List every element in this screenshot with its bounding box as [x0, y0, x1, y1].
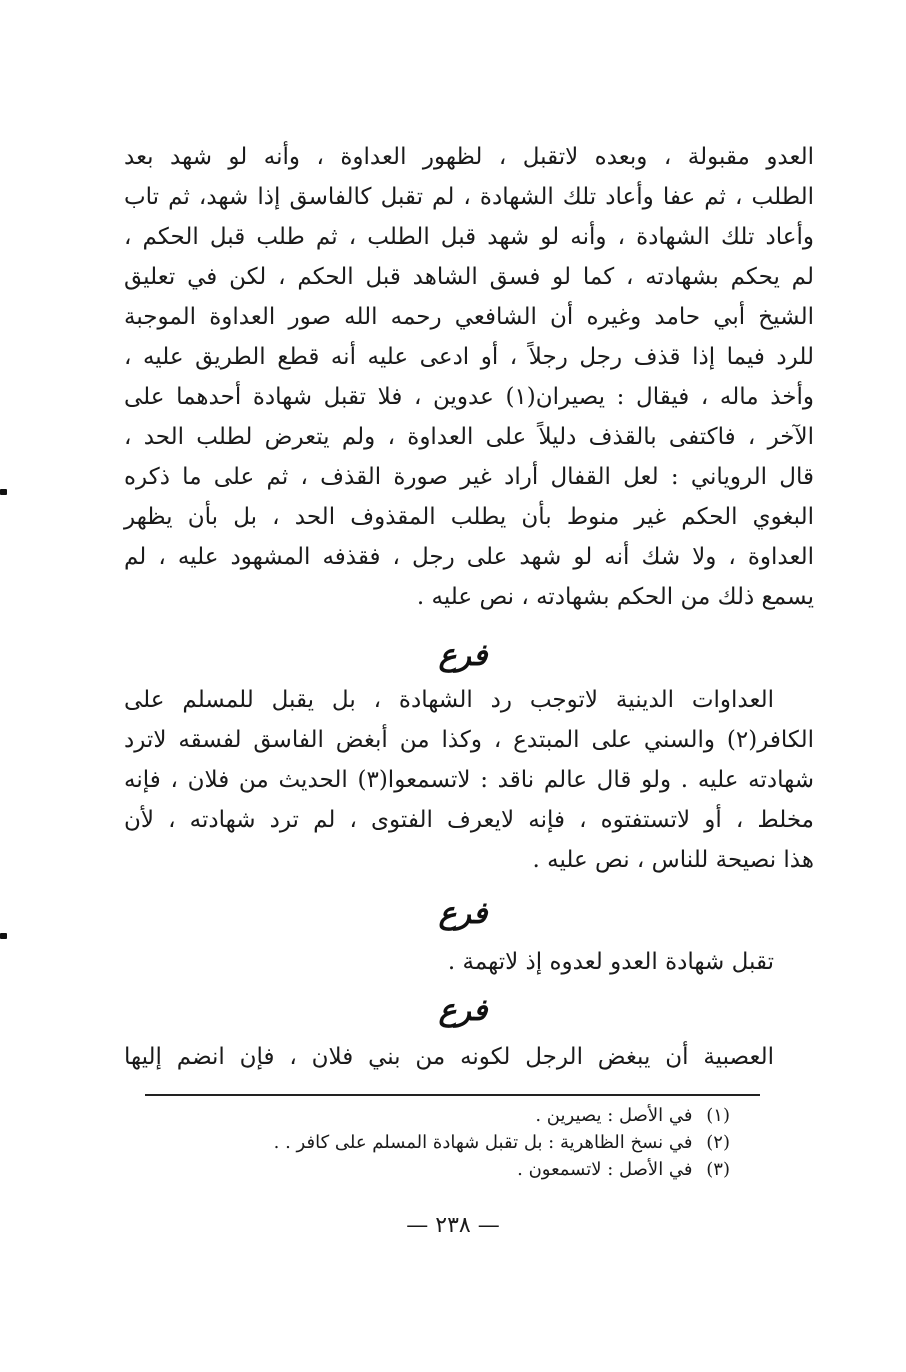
footnote-text: في الأصل : لاتسمعون . — [517, 1159, 693, 1180]
text-line: العصبية أن يبغض الرجل لكونه من بني فلان ، فإن انضم إليها — [124, 1044, 774, 1070]
footnote-number: (٢) — [706, 1132, 730, 1153]
text-line: وأخذ ماله ، فيقال : يصيران(١) عدوين ، فلا تقبل شهادة أحدهما على — [124, 384, 814, 410]
footnote-number: (١) — [706, 1105, 730, 1126]
binding-mark — [0, 489, 7, 495]
text-line: الطلب ، ثم عفا وأعاد تلك الشهادة ، لم تقبل كالفاسق إذا شهد، ثم تاب — [124, 184, 814, 210]
text-line: العداوات الدينية لاتوجب رد الشهادة ، بل يقبل للمسلم على — [124, 687, 774, 713]
text-line: شهادته عليه . ولو قال عالم ناقد : لاتسمعوا(٣) الحديث من فلان ، فإنه — [124, 767, 814, 793]
text-line: العداوة ، ولا شك أنه لو شهد على رجل ، فقذفه المشهود عليه ، لم — [124, 544, 814, 570]
footnote-text: في الأصل : يصيرين . — [535, 1105, 693, 1126]
footnote-item — [130, 1129, 730, 1156]
page-number: — ٢٣٨ — — [406, 1213, 500, 1238]
text-line: تقبل شهادة العدو لعدوه إذ لاتهمة . — [447, 949, 774, 975]
footnote-number: (٣) — [706, 1159, 730, 1180]
section-heading: فرع — [438, 993, 488, 1028]
text-line: العدو مقبولة ، وبعده لاتقبل ، لظهور العداوة ، وأنه لو شهد بعد — [124, 144, 814, 170]
text-line: قال الروياني : لعل القفال أراد غير صورة القذف ، ثم على ما ذكره — [124, 464, 814, 490]
text-line: البغوي الحكم غير منوط بأن يطلب المقذوف الحد ، بل بأن يظهر — [124, 504, 814, 530]
text-line: مخلط ، أو لاتستفتوه ، فإنه لايعرف الفتوى ، لم ترد شهادته ، لأن — [124, 807, 814, 833]
text-line: وأعاد تلك الشهادة ، وأنه لو شهد قبل الطلب ، ثم طلب قبل الحكم ، — [124, 224, 814, 250]
section-heading: فرع — [438, 896, 488, 931]
text-line: الآخر ، فاكتفى بالقذف دليلاً على العداوة ، ولم يتعرض لطلب الحد ، — [124, 424, 814, 450]
text-line: الشيخ أبي حامد وغيره أن الشافعي رحمه الله صور العداوة الموجبة — [124, 304, 814, 330]
paragraph-2 — [124, 680, 814, 880]
text-line: الكافر(٢) والسني على المبتدع ، وكذا من أبغض الفاسق لفسقه لاترد — [124, 727, 814, 753]
paragraph-3 — [124, 942, 814, 982]
footnote-divider — [145, 1094, 760, 1096]
footnote-text: في نسخ الظاهرية : بل تقبل شهادة المسلم على كافر . . — [273, 1132, 693, 1153]
footnote-item — [130, 1156, 730, 1183]
text-line: هذا نصيحة للناس ، نص عليه . — [532, 847, 814, 873]
paragraph-4 — [124, 1037, 814, 1077]
paragraph-1 — [124, 137, 814, 617]
text-line: يسمع ذلك من الحكم بشهادته ، نص عليه . — [416, 584, 814, 610]
footnotes — [130, 1102, 730, 1183]
footnote-item — [130, 1102, 730, 1129]
text-line: للرد فيما إذا قذف رجل رجلاً ، أو ادعى عليه أنه قطع الطريق عليه ، — [124, 344, 814, 370]
binding-mark — [0, 933, 7, 939]
text-line: لم يحكم بشهادته ، كما لو فسق الشاهد قبل الحكم ، لكن في تعليق — [124, 264, 814, 290]
section-heading: فرع — [438, 638, 488, 673]
